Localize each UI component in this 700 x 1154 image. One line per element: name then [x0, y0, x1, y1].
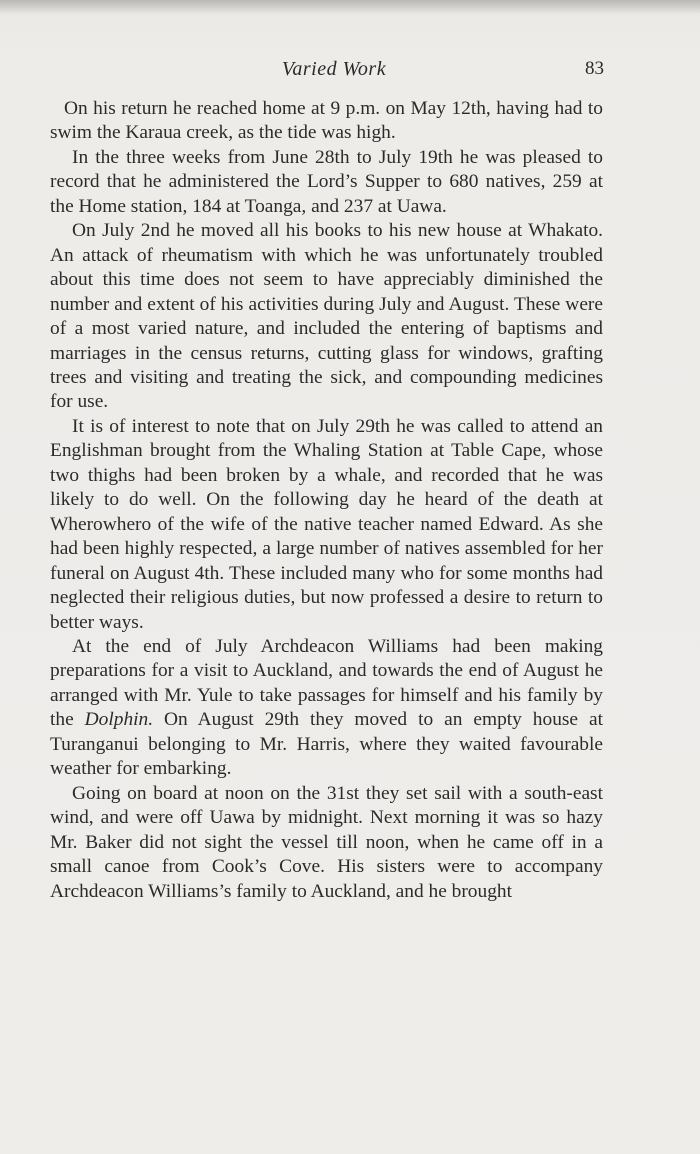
paragraph-2 — [50, 146, 603, 219]
running-title: Varied Work — [281, 58, 387, 80]
paragraph-6 — [50, 782, 603, 904]
page-top-shadow — [0, 0, 700, 14]
paragraph-text: It is of interest to note that on July 29th he was called to attend an Englishman brought from the Whaling Station at Table Cape, whose two thighs had been broken by a whale, and recorded that he was likely to do well. On the following day he heard of the death at Wherowhero of the wife of the native teacher named Edward. As she had been highly respected, a large number of natives assembled for her funeral on August 4th. These included many who for some months had neglected their religious duties, but now professed a desire to return to better ways. — [50, 415, 603, 633]
paragraph-text-before: At the end of July Archdeacon Williams had been making preparations for a visit to Auckland, and towards the end of August he arranged with Mr. Yule to take passages for himself and his family by the — [50, 635, 603, 731]
paragraph-text-after: On August 29th they moved to an empty house at Turanganui belonging to Mr. Harris, where they waited favourable weather for embarking. — [50, 709, 603, 780]
paragraph-3 — [50, 219, 603, 415]
paragraph-1 — [50, 97, 603, 146]
ship-name-italic: Dolphin. — [84, 709, 154, 731]
paragraph-text: In the three weeks from June 28th to July 19th he was pleased to record that he administered the Lord’s Supper to 680 natives, 259 at the Home station, 184 at Toanga, and 237 at Uawa. — [50, 146, 603, 217]
paragraph-5 — [50, 635, 603, 782]
paragraph-text: On his return he reached home at 9 p.m. on May 12th, having had to swim the Karaua creek, as the tide was high. — [50, 98, 603, 144]
paragraph-text: Going on board at noon on the 31st they set sail with a south-east wind, and were off Uawa by midnight. Next morning it was so hazy Mr. Baker did not sight the vessel till noon, when he came off in a small canoe from Cook’s Cove. His sisters were to accompany Archdeacon Williams’s family to Auckland, and he brought — [50, 782, 603, 902]
paragraph-text: On July 2nd he moved all his books to his new house at Whakato. An attack of rheumatism with which he was unfortunately troubled about this time does not seem to have appreciably diminished the number and extent of his activities during July and August. These were of a most varied nature, and included the entering of baptisms and marriages in the census returns, cutting glass for windows, grafting trees and visiting and treating the sick, and compounding medicines for use. — [50, 220, 603, 413]
paragraph-4 — [50, 415, 603, 635]
page-number: 83 — [585, 58, 604, 79]
body-text — [50, 97, 603, 904]
page-header — [64, 54, 604, 84]
